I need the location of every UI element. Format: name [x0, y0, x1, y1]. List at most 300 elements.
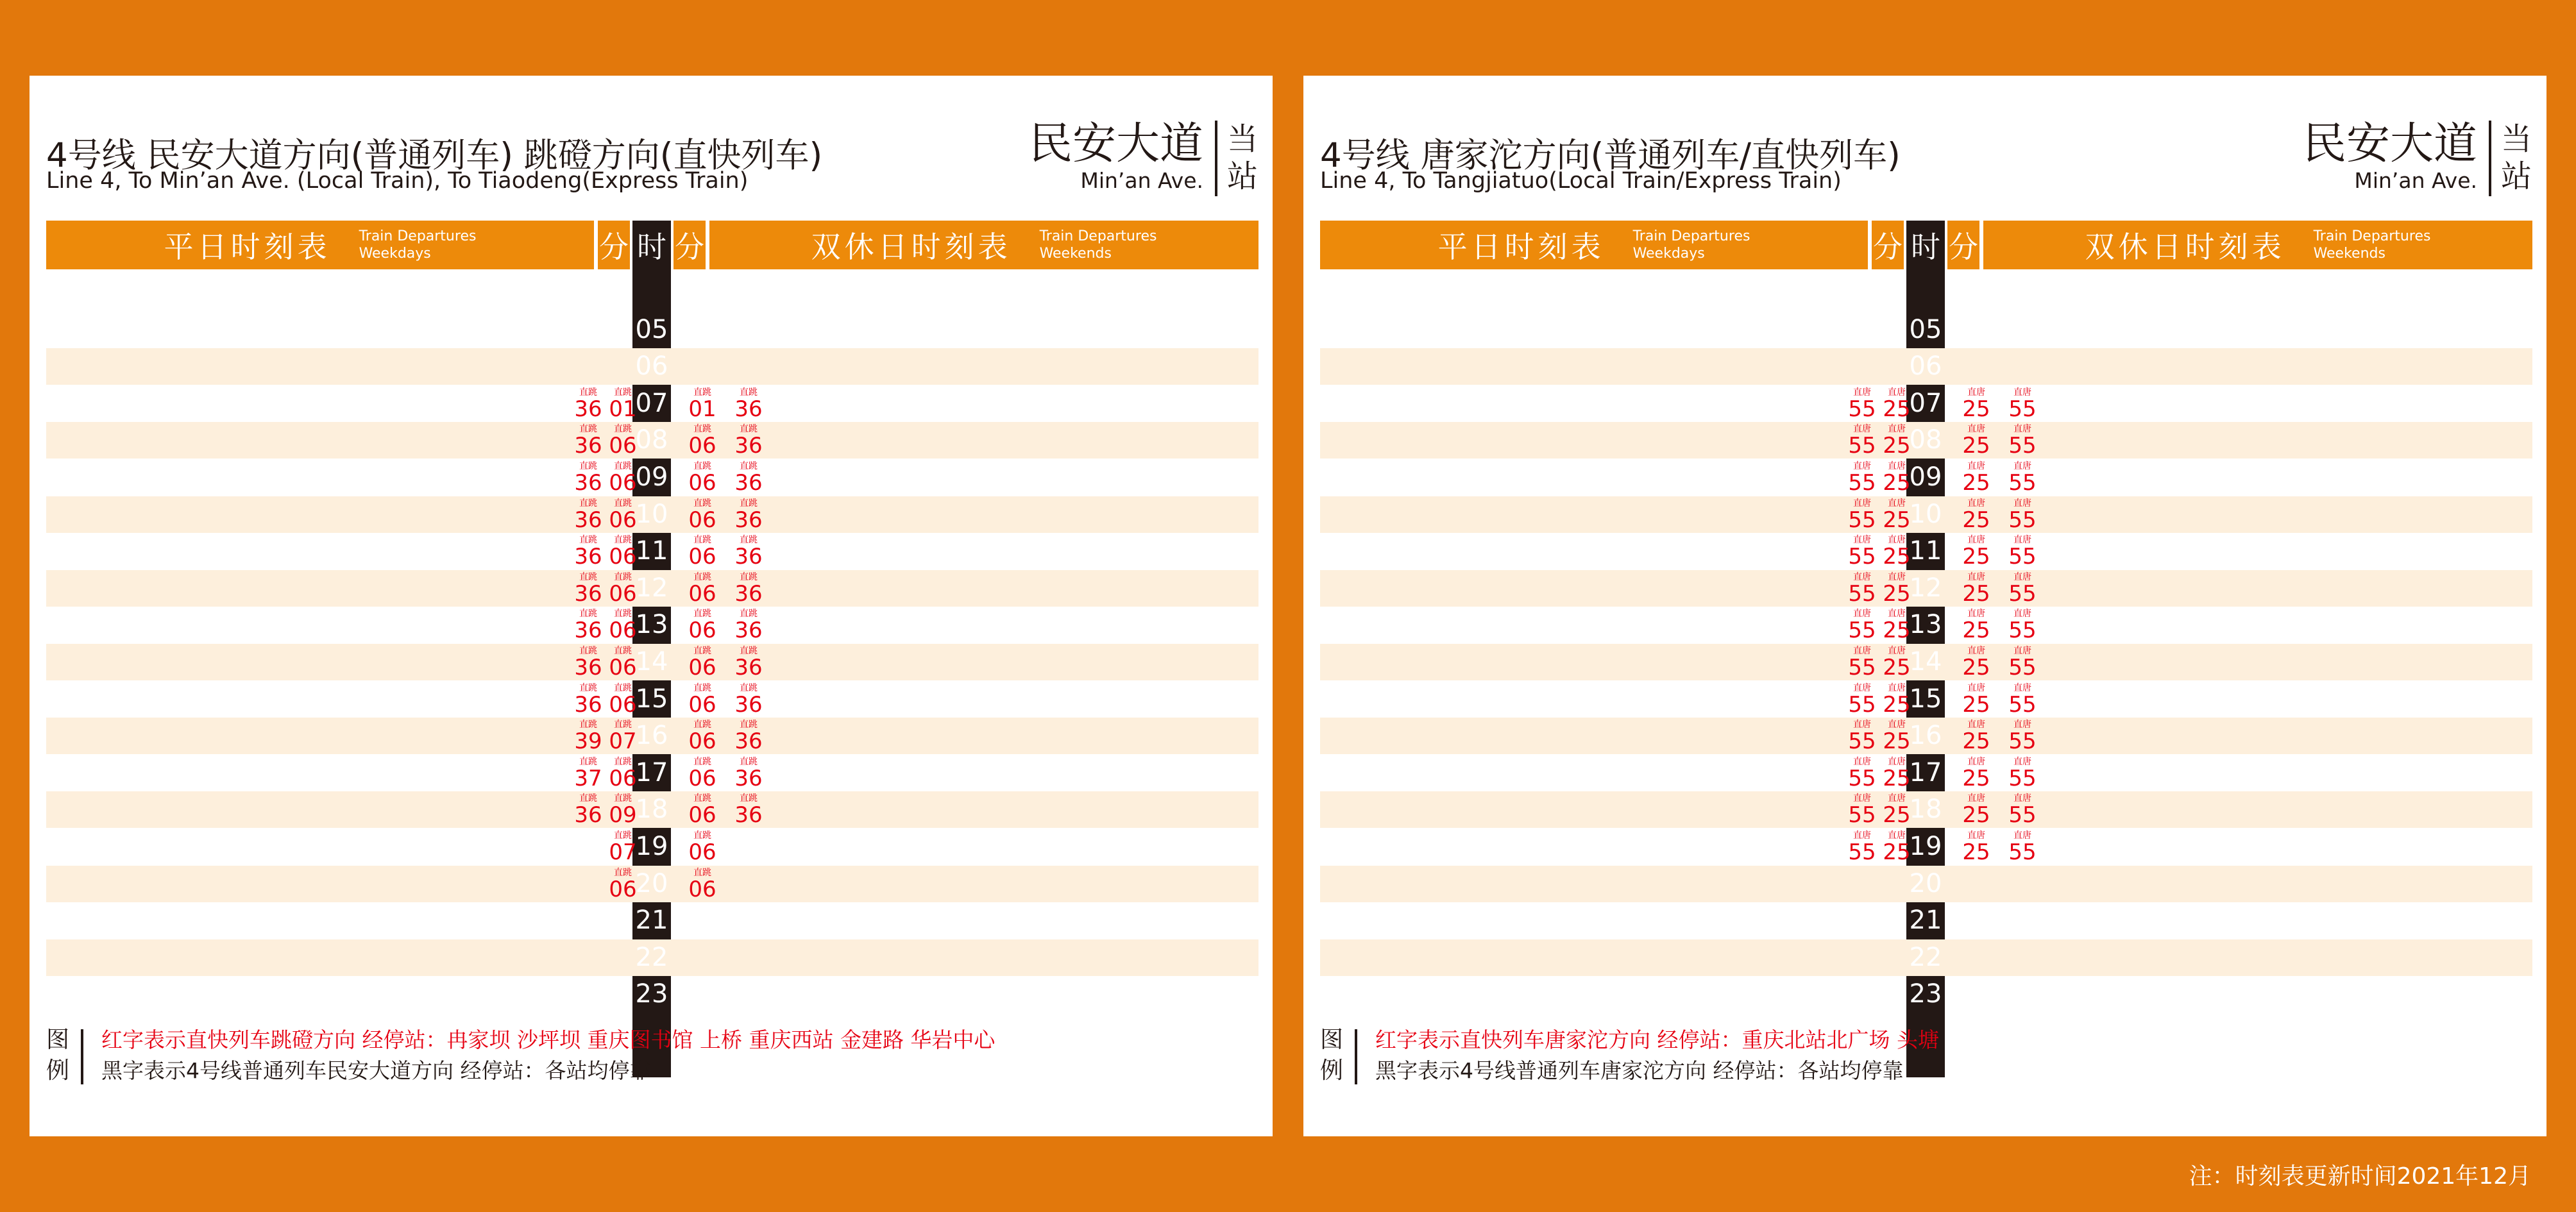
minute-value: 06: [609, 877, 637, 902]
express-tag: 直唐: [1853, 720, 1871, 730]
departure-minute: [1881, 718, 1913, 754]
minute-value: 36: [574, 433, 602, 459]
departure-minute: [733, 385, 765, 422]
minute-value: 55: [1848, 433, 1876, 459]
express-tag: 直跳: [693, 646, 711, 656]
minute-value: 25: [1962, 618, 1990, 643]
current-station-char: 站: [2500, 158, 2532, 194]
minute-value: 06: [609, 507, 637, 533]
legend-local: 黑字表示4号线普通列车民安大道方向 经停站：各站均停靠: [101, 1058, 651, 1083]
departure-minute: [1846, 644, 1878, 680]
weekend-title: 双休日时刻表: [2085, 230, 2285, 264]
departure-minute: [607, 422, 639, 459]
departure-minute: [1960, 385, 1992, 422]
minute-value: 06: [688, 507, 716, 533]
weekday-title-en: [359, 228, 477, 262]
express-tag: 直跳: [614, 572, 632, 582]
hour-label: 14: [1909, 647, 1942, 677]
current-station-label: [1226, 121, 1258, 195]
minute-value: 01: [688, 396, 716, 422]
hour-label: 19: [1909, 832, 1942, 861]
minute-value: 06: [609, 544, 637, 569]
departure-minute: [572, 533, 604, 569]
departure-minute: [1881, 422, 1913, 459]
express-tag: 直唐: [1888, 830, 1906, 841]
departure-minute: [733, 644, 765, 680]
express-tag: 直跳: [693, 387, 711, 398]
weekday-title: 平日时刻表: [164, 230, 331, 264]
hour-label: 09: [635, 462, 668, 492]
minute-value: 55: [2008, 581, 2037, 607]
express-tag: 直唐: [1853, 683, 1871, 693]
express-tag: 直跳: [740, 424, 758, 434]
express-tag: 直唐: [1888, 387, 1906, 398]
hour-label: 20: [635, 869, 668, 898]
weekend-title-en: [2314, 228, 2431, 262]
minute-value: 06: [688, 692, 716, 718]
minute-value: 25: [1962, 433, 1990, 459]
weekday-header: [1320, 221, 1868, 269]
minute-value: 36: [734, 396, 763, 422]
departure-minute: [2006, 681, 2038, 718]
departure-minute: [607, 385, 639, 422]
minute-value: 55: [2008, 728, 2037, 754]
departure-minute: [1881, 829, 1913, 865]
departure-minute: [733, 533, 765, 569]
departure-minute: [2006, 533, 2038, 569]
departure-minute: [686, 385, 718, 422]
minute-value: 06: [688, 728, 716, 754]
express-tag: 直唐: [1967, 793, 1985, 804]
departure-minute: [733, 718, 765, 754]
express-tag: 直唐: [2013, 461, 2031, 471]
minute-value: 06: [609, 581, 637, 607]
minute-value: 25: [1883, 507, 1911, 533]
departure-minute: [686, 570, 718, 607]
departure-minute: [607, 570, 639, 607]
hour-label: 19: [635, 832, 668, 861]
departure-minute: [1960, 607, 1992, 643]
departure-minute: [1960, 829, 1992, 865]
minute-value: 07: [609, 728, 637, 754]
departure-minute: [686, 681, 718, 718]
minute-value: 25: [1962, 728, 1990, 754]
current-station-label: [2500, 121, 2532, 195]
express-tag: 直跳: [614, 720, 632, 730]
minute-value: 06: [688, 470, 716, 496]
hour-label: 10: [635, 500, 668, 529]
hour-label: 12: [1909, 573, 1942, 603]
express-tag: 直跳: [614, 424, 632, 434]
legend-divider: [1355, 1029, 1357, 1084]
panel-title-en: Line 4, To Tangjiatuo(Local Train/Express Train): [1320, 168, 1842, 194]
weekday-title-en: [1633, 228, 1750, 262]
minute-value: 25: [1883, 839, 1911, 865]
departure-minute: [572, 422, 604, 459]
minute-value: 55: [2008, 544, 2037, 569]
minute-header-right: 分: [674, 221, 706, 269]
departure-minute: [1960, 533, 1992, 569]
departure-minute: [2006, 718, 2038, 754]
legend-label: [1320, 1025, 1346, 1086]
departure-minute: [607, 496, 639, 533]
express-tag: 直跳: [614, 757, 632, 767]
departure-minute: [686, 422, 718, 459]
express-tag: 直跳: [740, 683, 758, 693]
minute-value: 55: [1848, 692, 1876, 718]
express-tag: 直唐: [1967, 683, 1985, 693]
departure-minute: [1846, 385, 1878, 422]
express-tag: 直唐: [2013, 535, 2031, 545]
station-name-block: [1029, 121, 1217, 196]
minute-value: 55: [2008, 433, 2037, 459]
minute-value: 55: [2008, 470, 2037, 496]
minute-value: 36: [574, 396, 602, 422]
express-tag: 直跳: [740, 646, 758, 656]
minute-value: 25: [1962, 581, 1990, 607]
hour-label: 17: [635, 758, 668, 787]
minute-value: 55: [1848, 766, 1876, 791]
minute-value: 06: [688, 839, 716, 865]
departure-minute: [686, 644, 718, 680]
departure-minute: [733, 791, 765, 828]
express-tag: 直唐: [1888, 461, 1906, 471]
express-tag: 直跳: [740, 535, 758, 545]
express-tag: 直跳: [740, 461, 758, 471]
departure-minute: [1960, 755, 1992, 791]
express-tag: 直跳: [740, 572, 758, 582]
hour-header: 时: [637, 230, 666, 264]
current-station-char: 站: [1226, 158, 1258, 194]
express-tag: 直唐: [2013, 683, 2031, 693]
minute-value: 36: [734, 433, 763, 459]
minute-value: 25: [1962, 544, 1990, 569]
minute-value: 36: [734, 581, 763, 607]
minute-value: 25: [1883, 433, 1911, 459]
express-tag: 直唐: [1967, 830, 1985, 841]
minute-value: 25: [1883, 692, 1911, 718]
minute-value: 06: [609, 470, 637, 496]
legend-label-char: 图: [46, 1027, 70, 1053]
departure-minute: [686, 866, 718, 902]
express-tag: 直跳: [579, 720, 597, 730]
departure-minute: [686, 718, 718, 754]
express-tag: 直唐: [1888, 609, 1906, 619]
express-tag: 直唐: [1888, 424, 1906, 434]
minute-value: 55: [2008, 839, 2037, 865]
departure-minute: [572, 644, 604, 680]
station-name-zh: 民安大道: [1028, 119, 1203, 169]
legend-express: 红字表示直快列车唐家沱方向 经停站：重庆北站北广场 头塘: [1375, 1027, 1939, 1052]
express-tag: 直跳: [614, 830, 632, 841]
minute-value: 25: [1883, 655, 1911, 680]
express-tag: 直唐: [1888, 535, 1906, 545]
express-tag: 直跳: [579, 424, 597, 434]
weekday-en-line1: Train Departures: [359, 228, 477, 244]
minute-value: 36: [734, 618, 763, 643]
minute-value: 06: [688, 618, 716, 643]
minute-header-left: 分: [598, 221, 630, 269]
express-tag: 直唐: [2013, 757, 2031, 767]
minute-value: 09: [609, 802, 637, 828]
minute-value: 25: [1962, 507, 1990, 533]
minute-value: 36: [574, 470, 602, 496]
express-tag: 直跳: [579, 387, 597, 398]
hour-label: 21: [1909, 905, 1942, 935]
express-tag: 直跳: [579, 646, 597, 656]
express-tag: 直唐: [1967, 461, 1985, 471]
current-station-char: 当: [2500, 121, 2532, 157]
update-note: 注：时刻表更新时间2021年12月: [2189, 1163, 2531, 1190]
minute-value: 55: [2008, 766, 2037, 791]
weekend-en-line2: Weekends: [2313, 246, 2385, 262]
departure-minute: [1846, 755, 1878, 791]
departure-minute: [2006, 385, 2038, 422]
minute-value: 36: [734, 507, 763, 533]
express-tag: 直唐: [1967, 535, 1985, 545]
departure-minute: [607, 866, 639, 902]
minute-value: 55: [1848, 655, 1876, 680]
departure-minute: [1846, 681, 1878, 718]
express-tag: 直跳: [614, 387, 632, 398]
station-sign: [1029, 121, 1258, 196]
legend-label-char: 例: [1320, 1057, 1344, 1084]
hour-label: 11: [1909, 536, 1942, 566]
weekend-header: [1983, 221, 2532, 269]
express-tag: 直跳: [579, 572, 597, 582]
minute-value: 25: [1883, 396, 1911, 422]
minute-value: 25: [1962, 692, 1990, 718]
panel-title-en: Line 4, To Min’an Ave. (Local Train), To Tiaodeng(Express Train): [46, 168, 749, 194]
departure-minute: [607, 533, 639, 569]
minute-value: 06: [688, 655, 716, 680]
minute-value: 36: [574, 544, 602, 569]
departure-minute: [733, 681, 765, 718]
weekend-title-en: [1040, 228, 1157, 262]
departure-minute: [1846, 533, 1878, 569]
departure-minute: [733, 607, 765, 643]
departure-minute: [1960, 496, 1992, 533]
express-tag: 直跳: [579, 683, 597, 693]
departure-minute: [1960, 791, 1992, 828]
express-tag: 直跳: [579, 609, 597, 619]
minute-value: 37: [574, 766, 602, 791]
express-tag: 直唐: [1967, 720, 1985, 730]
minute-header-right: 分: [1947, 221, 1979, 269]
hour-label: 16: [1909, 721, 1942, 750]
express-tag: 直唐: [2013, 793, 2031, 804]
express-tag: 直跳: [579, 757, 597, 767]
departure-minute: [686, 459, 718, 496]
legend-express: 红字表示直快列车跳磴方向 经停站：冉家坝 沙坪坝 重庆图书馆 上桥 重庆西站 金建路 华岩中心: [101, 1027, 996, 1052]
hour-label: 11: [635, 536, 668, 566]
minute-value: 55: [2008, 396, 2037, 422]
hour-label: 22: [1909, 943, 1942, 972]
station-name-en: Min’an Ave.: [1080, 168, 1203, 193]
weekend-en-line1: Train Departures: [1039, 228, 1157, 244]
departure-minute: [2006, 496, 2038, 533]
minute-value: 36: [734, 692, 763, 718]
express-tag: 直跳: [693, 830, 711, 841]
express-tag: 直唐: [1888, 793, 1906, 804]
express-tag: 直跳: [740, 793, 758, 804]
departure-minute: [1846, 718, 1878, 754]
departure-minute: [572, 791, 604, 828]
hour-label: 12: [635, 573, 668, 603]
hour-label: 09: [1909, 462, 1942, 492]
departure-minute: [1960, 422, 1992, 459]
departure-minute: [2006, 829, 2038, 865]
departure-minute: [1846, 607, 1878, 643]
departure-minute: [1881, 570, 1913, 607]
minute-value: 36: [734, 766, 763, 791]
minute-value: 55: [2008, 692, 2037, 718]
current-station-char: 当: [1226, 121, 1258, 157]
minute-value: 55: [1848, 802, 1876, 828]
hour-label: 23: [1909, 979, 1942, 1009]
hour-label: 20: [1909, 869, 1942, 898]
departure-minute: [2006, 755, 2038, 791]
departure-minute: [733, 755, 765, 791]
express-tag: 直唐: [1967, 757, 1985, 767]
legend-divider: [81, 1029, 83, 1084]
express-tag: 直跳: [693, 535, 711, 545]
minute-value: 25: [1883, 618, 1911, 643]
express-tag: 直唐: [1888, 757, 1906, 767]
hour-label: 05: [1909, 315, 1942, 344]
minute-value: 25: [1883, 470, 1911, 496]
minute-value: 25: [1962, 802, 1990, 828]
hour-label: 13: [1909, 610, 1942, 639]
departure-minute: [572, 459, 604, 496]
express-tag: 直跳: [693, 720, 711, 730]
minute-value: 55: [1848, 618, 1876, 643]
express-tag: 直跳: [740, 387, 758, 398]
minute-value: 36: [574, 507, 602, 533]
departure-minute: [607, 644, 639, 680]
departure-minute: [1881, 755, 1913, 791]
express-tag: 直唐: [1967, 572, 1985, 582]
station-sign: [2303, 121, 2532, 196]
express-tag: 直唐: [1853, 461, 1871, 471]
departure-minute: [607, 607, 639, 643]
departure-minute: [607, 718, 639, 754]
express-tag: 直唐: [1853, 498, 1871, 509]
express-tag: 直跳: [614, 793, 632, 804]
departure-minute: [572, 570, 604, 607]
express-tag: 直跳: [693, 868, 711, 878]
minute-value: 55: [2008, 655, 2037, 680]
timetable-panel-left: [30, 76, 1273, 1136]
minute-value: 55: [2008, 618, 2037, 643]
timetable-row: [1320, 274, 2532, 311]
departure-minute: [1846, 570, 1878, 607]
minute-value: 36: [734, 802, 763, 828]
weekday-title: 平日时刻表: [1437, 230, 1605, 264]
hour-label: 18: [1909, 795, 1942, 824]
minute-value: 06: [688, 581, 716, 607]
hour-label: 23: [635, 979, 668, 1009]
departure-minute: [1881, 607, 1913, 643]
departure-minute: [572, 681, 604, 718]
express-tag: 直跳: [614, 498, 632, 509]
departure-minute: [572, 755, 604, 791]
minute-value: 36: [574, 802, 602, 828]
departure-minute: [686, 829, 718, 865]
express-tag: 直唐: [2013, 720, 2031, 730]
departure-minute: [572, 385, 604, 422]
express-tag: 直唐: [1967, 387, 1985, 398]
departure-minute: [1846, 459, 1878, 496]
departure-minute: [1960, 681, 1992, 718]
minute-value: 25: [1883, 766, 1911, 791]
departure-minute: [733, 570, 765, 607]
express-tag: 直跳: [614, 868, 632, 878]
minute-value: 01: [609, 396, 637, 422]
minute-value: 06: [688, 802, 716, 828]
express-tag: 直跳: [579, 793, 597, 804]
weekend-title: 双休日时刻表: [811, 230, 1012, 264]
express-tag: 直跳: [693, 498, 711, 509]
express-tag: 直跳: [693, 757, 711, 767]
hour-label: 13: [635, 610, 668, 639]
express-tag: 直唐: [1888, 572, 1906, 582]
express-tag: 直跳: [614, 461, 632, 471]
express-tag: 直唐: [1967, 646, 1985, 656]
minute-value: 06: [609, 692, 637, 718]
departure-minute: [2006, 422, 2038, 459]
express-tag: 直唐: [1853, 757, 1871, 767]
express-tag: 直跳: [693, 424, 711, 434]
express-tag: 直唐: [1888, 498, 1906, 509]
hour-label: 21: [635, 905, 668, 935]
minute-value: 25: [1962, 396, 1990, 422]
minute-value: 55: [1848, 839, 1876, 865]
departure-minute: [2006, 644, 2038, 680]
departure-minute: [607, 755, 639, 791]
minute-value: 06: [688, 433, 716, 459]
express-tag: 直跳: [740, 720, 758, 730]
weekday-en-line2: Weekdays: [359, 246, 431, 262]
panel-title-zh: 4号线 民安大道方向(普通列车) 跳磴方向(直快列车): [46, 136, 823, 175]
hour-label: 08: [635, 425, 668, 455]
departure-minute: [607, 791, 639, 828]
hour-label: 17: [1909, 758, 1942, 787]
timetable-panel-right: [1303, 76, 2546, 1136]
departure-minute: [686, 496, 718, 533]
departure-minute: [686, 791, 718, 828]
departure-minute: [1881, 459, 1913, 496]
hour-label: 18: [635, 795, 668, 824]
express-tag: 直唐: [1967, 424, 1985, 434]
minute-value: 36: [734, 728, 763, 754]
express-tag: 直唐: [1853, 424, 1871, 434]
departure-minute: [1960, 570, 1992, 607]
minute-value: 39: [574, 728, 602, 754]
express-tag: 直唐: [1853, 535, 1871, 545]
minute-value: 06: [609, 618, 637, 643]
minute-value: 25: [1962, 766, 1990, 791]
departure-minute: [686, 755, 718, 791]
hour-label: 05: [635, 315, 668, 344]
departure-minute: [607, 829, 639, 865]
minute-value: 55: [1848, 581, 1876, 607]
express-tag: 直跳: [740, 609, 758, 619]
express-tag: 直唐: [1967, 498, 1985, 509]
hour-label: 07: [635, 389, 668, 418]
express-tag: 直唐: [1853, 830, 1871, 841]
departure-minute: [572, 607, 604, 643]
